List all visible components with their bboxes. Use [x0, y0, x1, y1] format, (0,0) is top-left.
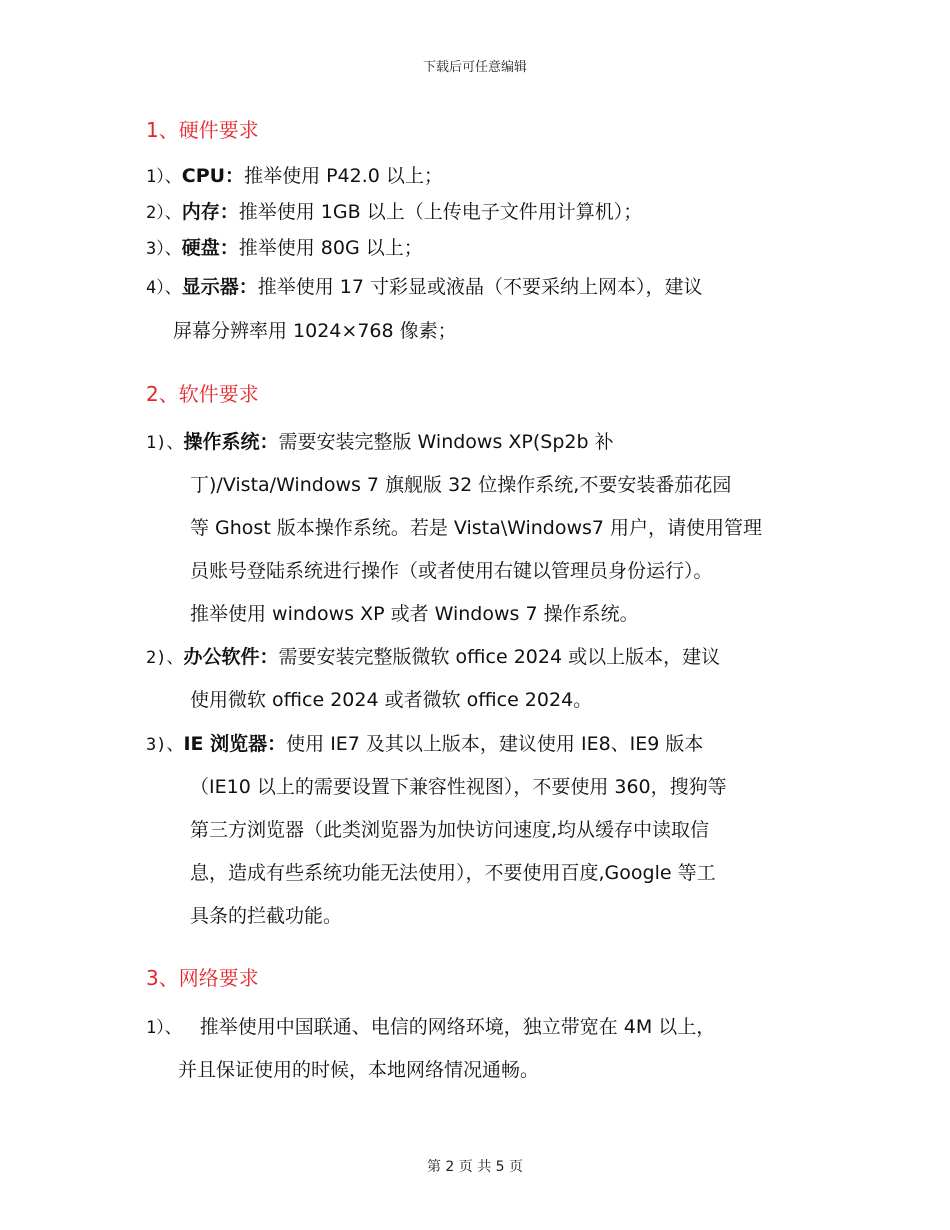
item-label: 内存： [181, 201, 239, 223]
item-text: 需要安装完整版 Windows XP(Sp2b 补 [278, 431, 614, 453]
item-label: 办公软件： [183, 646, 279, 668]
item-number: 2）、 [146, 203, 182, 223]
item-text: 推举使用 17 寸彩显或液晶（不要采纳上网本），建议 [257, 276, 703, 298]
sw-item-os-cont: 员账号登陆系统进行操作（或者使用右键以管理员身份运行）。 [190, 560, 713, 582]
hw-item-memory [146, 197, 642, 224]
item-label: 显示器： [181, 276, 258, 298]
net-item-cont: 并且保证使用的时候，本地网络情况通畅。 [178, 1059, 540, 1081]
item-text: 推举使用 P42.0 以上； [244, 165, 443, 187]
item-text: 使用 IE7 及其以上版本，建议使用 IE8、IE9 版本 [286, 733, 704, 755]
sw-item-browser [146, 729, 703, 756]
sw-item-browser-cont: 具条的拦截功能。 [190, 905, 343, 927]
sw-item-browser-cont: 息，造成有些系统功能无法使用），不要使用百度,Google 等工 [190, 862, 716, 884]
item-number: 2)、 [146, 648, 184, 668]
hw-item-cpu [146, 161, 443, 188]
item-number: 4）、 [146, 278, 182, 298]
item-text: 需要安装完整版微软 office 2024 或以上版本，建议 [278, 646, 721, 668]
hw-item-display-cont: 屏幕分辨率用 1024×768 像素； [173, 320, 457, 342]
item-text: 推举使用 1GB 以上（上传电子文件用计算机）； [238, 201, 643, 223]
item-text: 推举使用中国联通、电信的网络环境，独立带宽在 4M 以上， [199, 1016, 716, 1038]
sw-item-os-cont: 等 Ghost 版本操作系统。若是 Vista\Windows7 用户，请使用管理 [190, 517, 763, 539]
item-number: 1）、 [146, 167, 182, 187]
sw-item-browser-cont: 第三方浏览器（此类浏览器为加快访问速度,均从缓存中读取信 [190, 819, 710, 841]
item-label: 操作系统： [183, 431, 279, 453]
sw-item-os-cont: 推举使用 windows XP 或者 Windows 7 操作系统。 [190, 603, 639, 625]
hw-item-disk [146, 233, 423, 260]
item-number: 1)、 [146, 433, 184, 453]
section-heading-network: 3、网络要求 [146, 966, 259, 990]
page-header: 下载后可任意编辑 [422, 60, 527, 75]
item-label: 硬盘： [181, 237, 239, 259]
item-number: 3)、 [146, 735, 184, 755]
item-label: IE 浏览器： [183, 733, 287, 755]
net-item [146, 1012, 715, 1039]
section-heading-software: 2、软件要求 [146, 382, 259, 406]
page-footer: 第 2 页 共 5 页 [426, 1159, 524, 1175]
section-heading-hardware: 1、硬件要求 [146, 118, 259, 142]
sw-item-os-cont: 丁)/Vista/Windows 7 旗舰版 32 位操作系统,不要安装番茄花园 [190, 474, 732, 496]
sw-item-browser-cont: （IE10 以上的需要设置下兼容性视图），不要使用 360，搜狗等 [190, 776, 727, 798]
item-label: CPU： [181, 165, 245, 187]
item-text: 推举使用 80G 以上； [238, 237, 423, 259]
item-number: 3）、 [146, 239, 182, 259]
sw-item-office [146, 642, 720, 669]
sw-item-office-cont: 使用微软 office 2024 或者微软 office 2024。 [190, 689, 593, 711]
sw-item-os [146, 427, 614, 454]
hw-item-display [146, 272, 703, 299]
item-number: 1）、 [146, 1018, 182, 1038]
